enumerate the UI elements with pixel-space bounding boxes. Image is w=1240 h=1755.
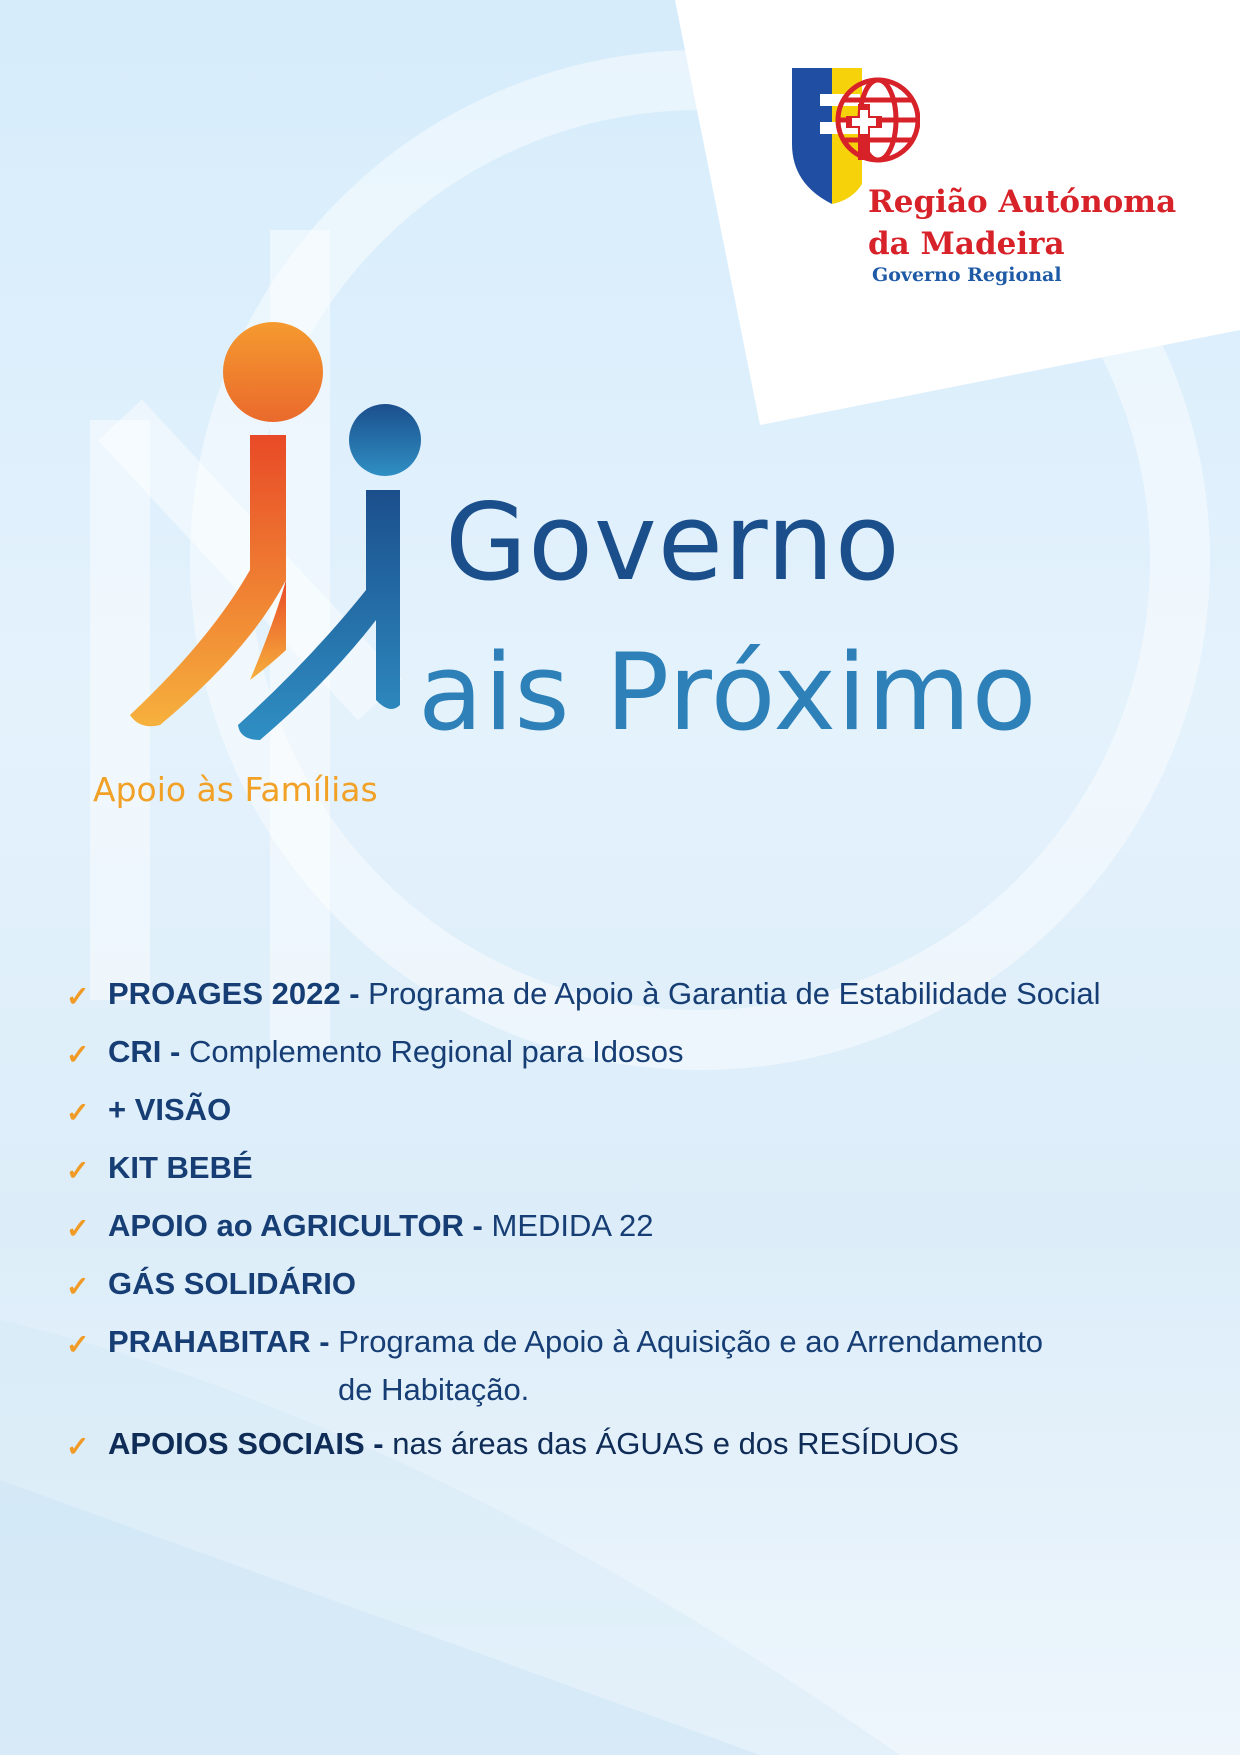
- checkmark-icon: ✓: [66, 1271, 90, 1302]
- checkmark-icon: ✓: [66, 1155, 90, 1186]
- item-title: + VISÃO: [108, 1092, 232, 1127]
- item-description-continuation: de Habitação.: [338, 1372, 530, 1407]
- title-governo: Governo: [445, 481, 901, 604]
- checkmark-icon: ✓: [66, 1329, 90, 1360]
- item-description: nas áreas das ÁGUAS e dos RESÍDUOS: [383, 1426, 960, 1461]
- region-name-line1: Região Autónoma: [868, 184, 1177, 220]
- checkmark-icon: ✓: [66, 1431, 90, 1462]
- madeira-coat-of-arms-icon: [790, 64, 920, 204]
- item-title: GÁS SOLIDÁRIO: [108, 1266, 357, 1301]
- item-description: Programa de Apoio à Garantia de Estabilidade Social: [359, 976, 1101, 1011]
- item-description: Complemento Regional para Idosos: [180, 1034, 684, 1069]
- region-name-line2: da Madeira: [868, 226, 1065, 262]
- item-title: PROAGES 2022 -: [108, 976, 360, 1011]
- title-mais-proximo: ais Próximo: [418, 631, 1038, 754]
- item-title: CRI -: [108, 1034, 181, 1069]
- item-title: APOIO ao AGRICULTOR -: [108, 1208, 483, 1243]
- item-title: APOIOS SOCIAIS -: [108, 1426, 384, 1461]
- tagline: Apoio às Famílias: [93, 770, 378, 809]
- item-description: Programa de Apoio à Aquisição e ao Arrendamento: [329, 1324, 1044, 1359]
- item-title: KIT BEBÉ: [108, 1150, 253, 1185]
- checkmark-icon: ✓: [66, 981, 90, 1012]
- checkmark-icon: ✓: [66, 1213, 90, 1244]
- checkmark-icon: ✓: [66, 1039, 90, 1070]
- family-figures-logo-icon: [100, 320, 440, 760]
- checkmark-icon: ✓: [66, 1097, 90, 1128]
- item-description: MEDIDA 22: [482, 1208, 654, 1243]
- item-title: PRAHABITAR -: [108, 1324, 330, 1359]
- government-label: Governo Regional: [872, 264, 1062, 286]
